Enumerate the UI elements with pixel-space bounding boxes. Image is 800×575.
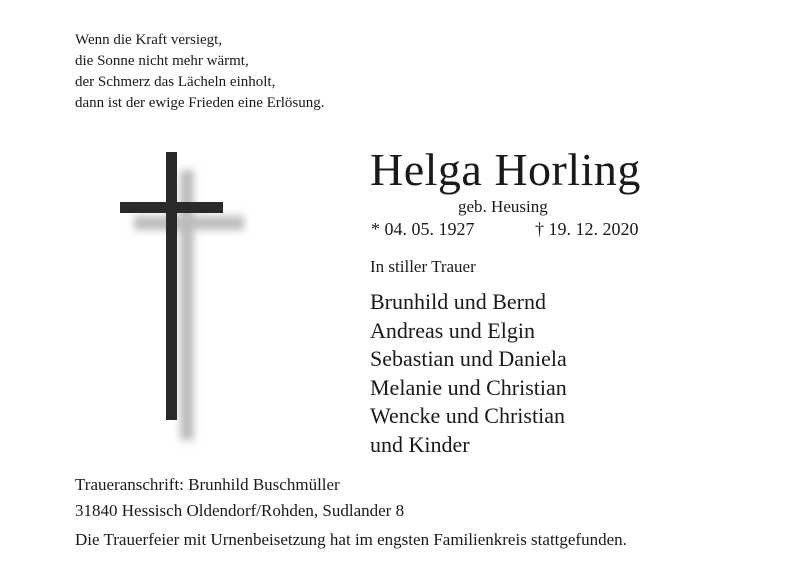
mourner-item: Sebastian und Daniela: [370, 346, 567, 371]
mourner-item: Melanie und Christian: [370, 374, 567, 400]
mourning-address: [75, 472, 404, 524]
poem-line: die Sonne nicht mehr wärmt,: [75, 53, 249, 69]
address-line: 31840 Hessisch Oldendorf/Rohden, Sudlander 8: [75, 501, 405, 520]
cross-icon: [120, 150, 250, 450]
death-date: † 19. 12. 2020: [535, 219, 639, 239]
mourner-item: Brunhild und Bernd: [370, 289, 546, 314]
poem-line: der Schmerz das Lächeln einholt,: [75, 74, 276, 90]
born-name: geb. Heusing: [458, 197, 548, 216]
deceased-name: Helga Horling: [370, 144, 641, 195]
address-line: Traueranschrift: Brunhild Buschmüller: [75, 475, 340, 494]
mourner-item: und Kinder: [370, 431, 470, 457]
poem-line: dann ist der ewige Frieden eine Erlösung.: [75, 95, 325, 111]
mourning-intro: In stiller Trauer: [370, 257, 476, 276]
mourner-item: Andreas und Elgin: [370, 317, 535, 343]
mourners-list: [370, 288, 567, 459]
poem: [75, 30, 325, 114]
funeral-note: Die Trauerfeier mit Urnenbeisetzung hat im engsten Familienkreis stattgefunden.: [75, 530, 627, 549]
birth-date: * 04. 05. 1927: [371, 219, 475, 239]
poem-line: Wenn die Kraft versiegt,: [75, 32, 223, 48]
mourner-item: Wencke und Christian: [370, 403, 565, 428]
